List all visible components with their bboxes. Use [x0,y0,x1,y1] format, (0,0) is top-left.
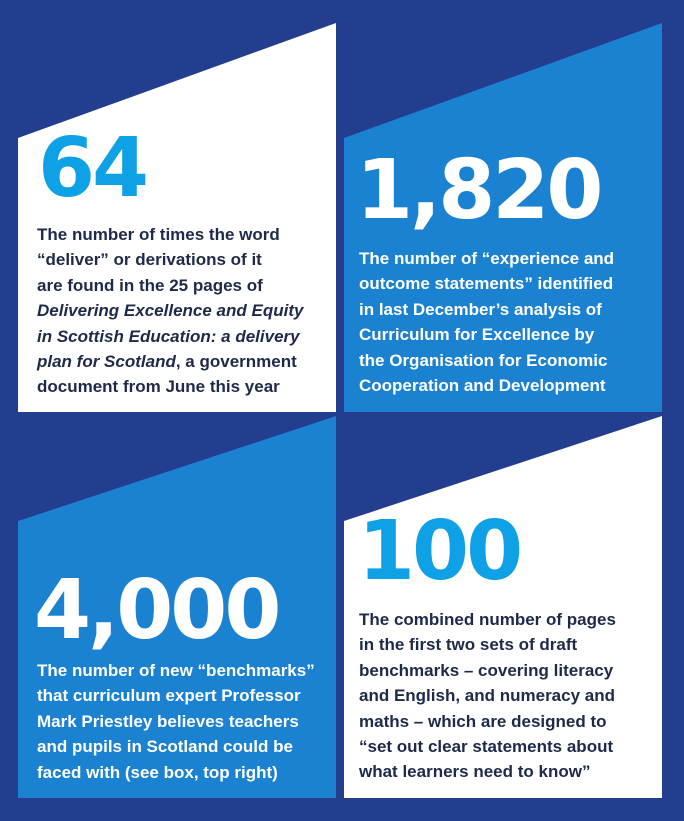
description-line: maths – which are designed to [359,711,607,731]
description-line: The number of times the word [37,225,280,244]
stat-panel-statements-count [344,23,662,412]
stat-number: 100 [358,504,521,599]
description-line: in last December’s analysis of [359,299,602,319]
stat-description [37,222,332,400]
description-line: and English, and numeracy and [359,686,615,706]
stat-number: 64 [38,121,147,216]
description-line: are found in the 25 pages of [37,275,263,295]
description-line: Curriculum for Excellence by [359,325,595,345]
description-line: Cooperation and Development [359,376,606,396]
description-line: Mark Priestley believes teachers [37,711,299,731]
stat-description [37,658,335,785]
stat-panel-pages-count [344,416,662,798]
description-line: that curriculum expert Professor [37,686,301,706]
stat-description [359,246,659,398]
description-line: benchmarks – covering literacy [359,660,614,680]
description-line-italic [37,298,332,323]
stat-panel-deliver-count [18,23,336,412]
description-line: The combined number of pages [359,610,616,629]
stat-number: 4,000 [34,563,279,658]
stat-panel-benchmarks-count [18,416,336,798]
description-line: in the first two sets of draft [359,635,578,655]
description-line: The number of “experience and [359,249,615,268]
description-line: the Organisation for Economic [359,350,608,370]
description-line: what learners need to know” [359,762,591,782]
description-line: document from June this year [37,377,280,397]
document-title-part: Delivering Excellence and Equity [37,301,304,321]
description-line: outcome statements” identified [359,274,614,294]
description-line: The number of new “benchmarks” [37,661,315,680]
description-line-italic [37,324,332,349]
document-title-part: plan for Scotland [37,352,176,372]
description-line: and pupils in Scotland could be [37,737,293,757]
description-text: , a government [175,352,297,372]
stat-description [359,607,659,785]
description-line: faced with (see box, top right) [37,762,278,782]
description-line: “deliver” or derivations of it [37,250,262,270]
stat-number: 1,820 [356,143,601,238]
document-title-part: in Scottish Education: a delivery [37,326,300,346]
description-line: “set out clear statements about [359,737,614,757]
description-line-mixed [37,349,332,374]
